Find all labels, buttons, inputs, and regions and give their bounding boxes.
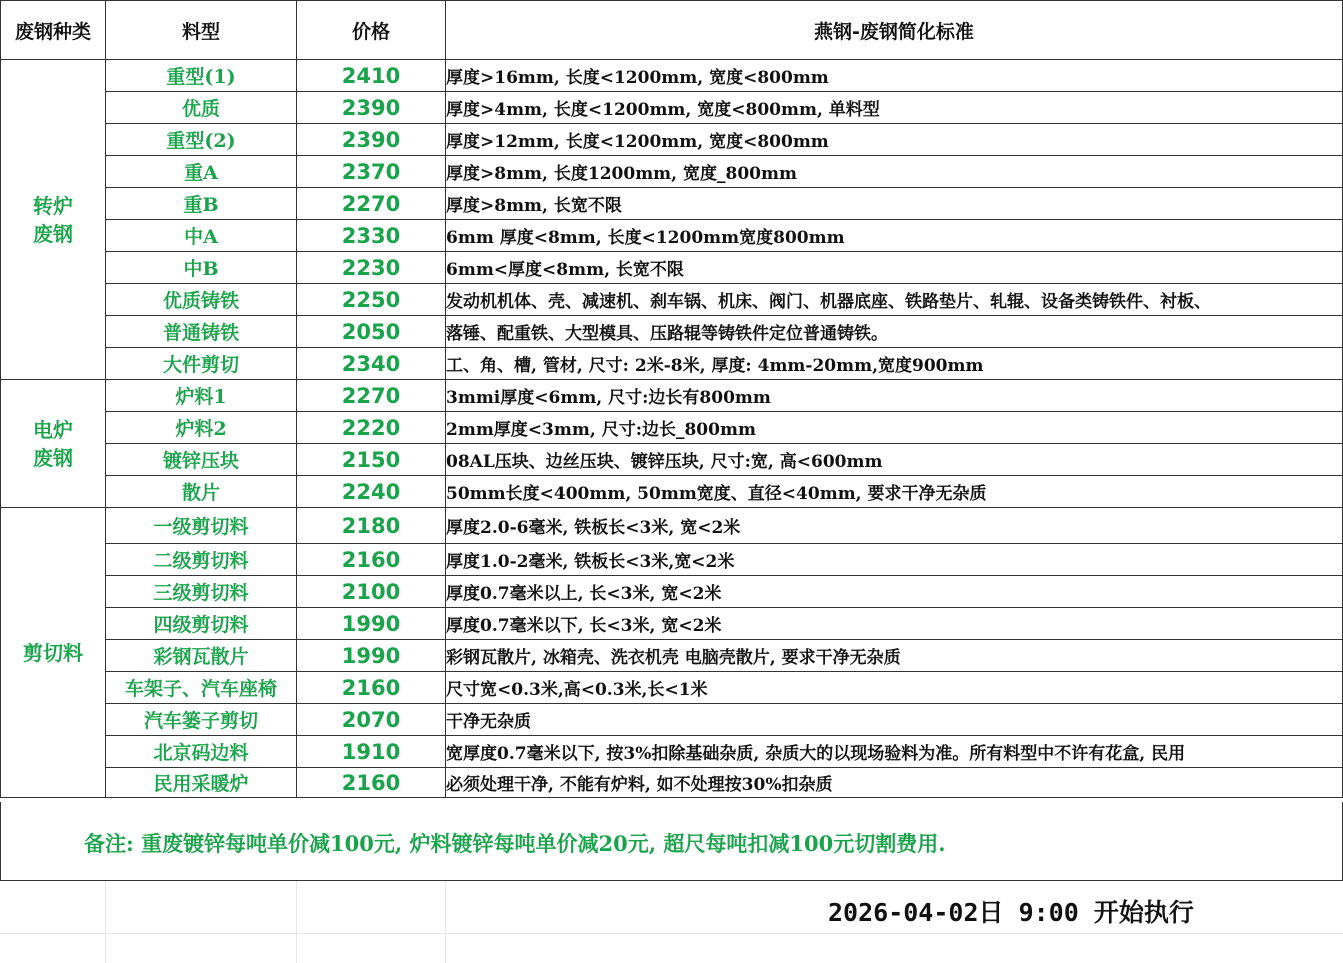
standard-cell: 尺寸宽<0.3米,高<0.3米,长<1米 <box>446 672 1343 704</box>
type-cell: 炉料2 <box>106 412 297 444</box>
price-cell: 1990 <box>297 640 446 672</box>
table-row <box>1 608 1343 640</box>
type-cell: 大件剪切 <box>106 348 297 380</box>
header-type: 料型 <box>106 1 297 60</box>
sheet-gridline <box>296 881 297 963</box>
price-cell: 2220 <box>297 412 446 444</box>
table-row <box>1 640 1343 672</box>
price-cell: 2410 <box>297 60 446 92</box>
price-cell: 2150 <box>297 444 446 476</box>
standard-cell: 厚度2.0-6毫米, 铁板长<3米, 宽<2米 <box>446 508 1343 544</box>
price-cell: 2370 <box>297 156 446 188</box>
standard-cell: 发动机机体、壳、减速机、刹车锅、机床、阀门、机器底座、铁路垫片、轧辊、设备类铸铁件、衬板、 <box>446 284 1343 316</box>
header-price: 价格 <box>297 1 446 60</box>
table-row <box>1 476 1343 508</box>
type-cell: 二级剪切料 <box>106 544 297 576</box>
table-row <box>1 576 1343 608</box>
table-row <box>1 92 1343 124</box>
standard-cell: 落锤、配重铁、大型模具、压路辊等铸铁件定位普通铸铁。 <box>446 316 1343 348</box>
price-cell: 2250 <box>297 284 446 316</box>
sheet-gridline <box>445 881 446 963</box>
standard-cell: 50mm长度<400mm, 50mm宽度、直径<40mm, 要求干净无杂质 <box>446 476 1343 508</box>
price-cell: 2100 <box>297 576 446 608</box>
table-row <box>1 768 1343 798</box>
table-row <box>1 508 1343 544</box>
price-cell: 2240 <box>297 476 446 508</box>
type-cell: 中B <box>106 252 297 284</box>
effective-date: 2026-04-02日 9:00 开始执行 <box>828 898 1194 927</box>
table-row <box>1 220 1343 252</box>
price-cell: 2270 <box>297 188 446 220</box>
price-cell: 2160 <box>297 768 446 798</box>
type-cell: 优质铸铁 <box>106 284 297 316</box>
type-cell: 中A <box>106 220 297 252</box>
table-row <box>1 316 1343 348</box>
header-standard: 燕钢-废钢简化标准 <box>446 1 1343 60</box>
type-cell: 彩钢瓦散片 <box>106 640 297 672</box>
price-cell: 2340 <box>297 348 446 380</box>
table-row <box>1 736 1343 768</box>
table-row <box>1 188 1343 220</box>
standard-cell: 厚度0.7毫米以下, 长<3米, 宽<2米 <box>446 608 1343 640</box>
price-cell: 2180 <box>297 508 446 544</box>
category-cell: 转炉 废钢 <box>1 60 106 380</box>
type-cell: 散片 <box>106 476 297 508</box>
standard-cell: 必须处理干净, 不能有炉料, 如不处理按30%扣杂质 <box>446 768 1343 798</box>
table-row <box>1 284 1343 316</box>
table-row <box>1 412 1343 444</box>
price-cell: 2230 <box>297 252 446 284</box>
header-category: 废钢种类 <box>1 1 106 60</box>
table-row <box>1 60 1343 92</box>
standard-cell: 厚度1.0-2毫米, 铁板长<3米,宽<2米 <box>446 544 1343 576</box>
price-cell: 1990 <box>297 608 446 640</box>
table-row <box>1 544 1343 576</box>
standard-cell: 宽厚度0.7毫米以下, 按3%扣除基础杂质, 杂质大的以现场验料为准。所有料型中不许有花盒, 民用 <box>446 736 1343 768</box>
standard-cell: 6mm 厚度<8mm, 长度<1200mm宽度800mm <box>446 220 1343 252</box>
type-cell: 三级剪切料 <box>106 576 297 608</box>
standard-cell: 3mmi厚度<6mm, 尺寸:边长有800mm <box>446 380 1343 412</box>
price-table-body <box>1 60 1343 798</box>
type-cell: 重A <box>106 156 297 188</box>
type-cell: 普通铸铁 <box>106 316 297 348</box>
standard-cell: 厚度0.7毫米以上, 长<3米, 宽<2米 <box>446 576 1343 608</box>
type-cell: 重B <box>106 188 297 220</box>
standard-cell: 厚度>8mm, 长度1200mm, 宽度_800mm <box>446 156 1343 188</box>
price-cell: 2390 <box>297 124 446 156</box>
standard-cell: 干净无杂质 <box>446 704 1343 736</box>
type-cell: 镀锌压块 <box>106 444 297 476</box>
standard-cell: 2mm厚度<3mm, 尺寸:边长_800mm <box>446 412 1343 444</box>
type-cell: 一级剪切料 <box>106 508 297 544</box>
sheet-gridline <box>0 933 1343 934</box>
table-row <box>1 380 1343 412</box>
type-cell: 四级剪切料 <box>106 608 297 640</box>
type-cell: 汽车篓子剪切 <box>106 704 297 736</box>
sheet-gridline <box>105 881 106 963</box>
table-row <box>1 156 1343 188</box>
table-row <box>1 124 1343 156</box>
price-cell: 2330 <box>297 220 446 252</box>
type-cell: 优质 <box>106 92 297 124</box>
category-cell: 电炉 废钢 <box>1 380 106 508</box>
table-row <box>1 348 1343 380</box>
standard-cell: 厚度>12mm, 长度<1200mm, 宽度<800mm <box>446 124 1343 156</box>
type-cell: 炉料1 <box>106 380 297 412</box>
price-cell: 2390 <box>297 92 446 124</box>
standard-cell: 08AL压块、边丝压块、镀锌压块, 尺寸:宽, 高<600mm <box>446 444 1343 476</box>
table-row <box>1 704 1343 736</box>
type-cell: 民用采暖炉 <box>106 768 297 798</box>
table-row <box>1 444 1343 476</box>
type-cell: 重型(1) <box>106 60 297 92</box>
price-cell: 2270 <box>297 380 446 412</box>
category-cell: 剪切料 <box>1 508 106 798</box>
table-row <box>1 672 1343 704</box>
type-cell: 重型(2) <box>106 124 297 156</box>
standard-cell: 厚度>8mm, 长宽不限 <box>446 188 1343 220</box>
price-cell: 2070 <box>297 704 446 736</box>
standard-cell: 6mm<厚度<8mm, 长宽不限 <box>446 252 1343 284</box>
standard-cell: 厚度>16mm, 长度<1200mm, 宽度<800mm <box>446 60 1343 92</box>
standard-cell: 厚度>4mm, 长度<1200mm, 宽度<800mm, 单料型 <box>446 92 1343 124</box>
table-row <box>1 252 1343 284</box>
type-cell: 车架子、汽车座椅 <box>106 672 297 704</box>
standard-cell: 工、角、槽, 管材, 尺寸: 2米-8米, 厚度: 4mm-20mm,宽度900mm <box>446 348 1343 380</box>
note-text: 备注: 重废镀锌每吨单价减100元, 炉料镀锌每吨单价减20元, 超尺每吨扣减100元切割费用. <box>84 831 946 856</box>
price-cell: 2160 <box>297 544 446 576</box>
price-cell: 1910 <box>297 736 446 768</box>
type-cell: 北京码边料 <box>106 736 297 768</box>
price-cell: 2050 <box>297 316 446 348</box>
standard-cell: 彩钢瓦散片, 冰箱壳、洗衣机壳 电脑壳散片, 要求干净无杂质 <box>446 640 1343 672</box>
price-cell: 2160 <box>297 672 446 704</box>
